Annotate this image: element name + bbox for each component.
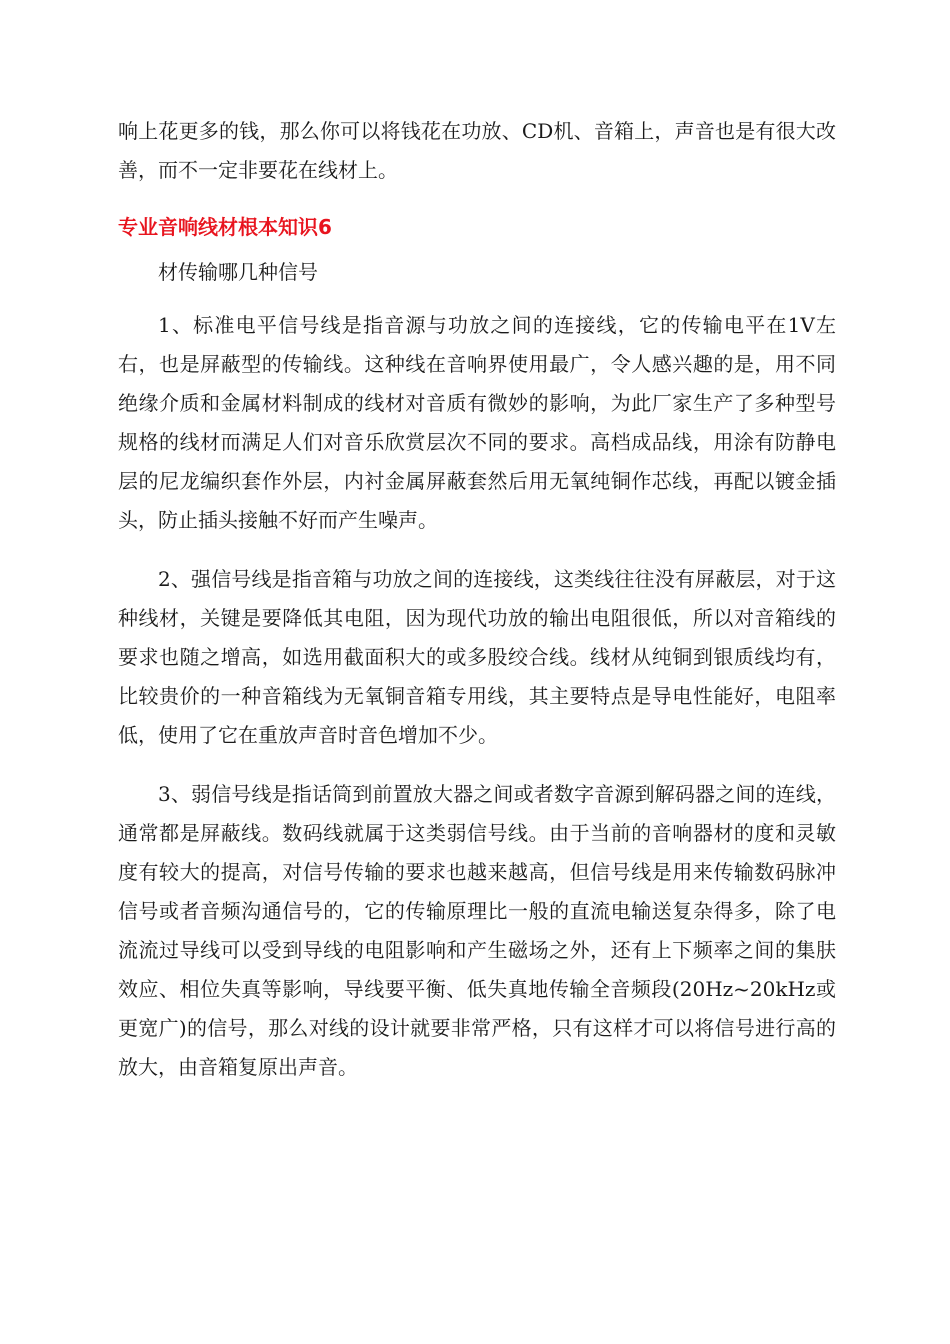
subheading: 材传输哪几种信号 — [158, 260, 318, 284]
intro-paragraph: 响上花更多的钱，那么你可以将钱花在功放、CD机、音箱上，声音也是有很大改善，而不一定非要花在线材上。 — [118, 119, 836, 182]
document-body — [118, 112, 836, 1107]
paragraph-standard-level-signal-line: 1、标准电平信号线是指音源与功放之间的连接线，它的传输电平在1V左右，也是屏蔽型的传输线。这种线在音响界使用最广，令人感兴趣的是，用不同绝缘介质和金属材料制成的线材对音质有微妙的影响，为此厂家生产了多种型号规格的线材而满足人们对音乐欣赏层次不同的要求。高档成品线，用涂有防静电层的尼龙编织套作外层，内衬金属屏蔽套然后用无氧纯铜作芯线，再配以镀金插头，防止插头接触不好而产生噪声。 — [118, 313, 836, 532]
paragraph-strong-signal-line: 2、强信号线是指音箱与功放之间的连接线，这类线往往没有屏蔽层，对于这种线材，关键是要降低其电阻，因为现代功放的输出电阻很低，所以对音箱线的要求也随之增高，如选用截面积大的或多股绞合线。线材从纯铜到银质线均有，比较贵价的一种音箱线为无氧铜音箱专用线，其主要特点是导电性能好，电阻率低，使用了它在重放声音时音色增加不少。 — [118, 567, 836, 747]
section-heading: 专业音响线材根本知识6 — [118, 215, 332, 239]
paragraph-weak-signal-line: 3、弱信号线是指话筒到前置放大器之间或者数字音源到解码器之间的连线，通常都是屏蔽线。数码线就属于这类弱信号线。由于当前的音响器材的度和灵敏度有较大的提高，对信号传输的要求也越来越高，但信号线是用来传输数码脉冲信号或者音频沟通信号的，它的传输原理比一般的直流电输送复杂得多，除了电流流过导线可以受到导线的电阻影响和产生磁场之外，还有上下频率之间的集肤效应、相位失真等影响，导线要平衡、低失真地传输全音频段(20Hz~20kHz或更宽广)的信号，那么对线的设计就要非常严格，只有这样才可以将信号进行高的放大，由音箱复原出声音。 — [118, 782, 836, 1079]
